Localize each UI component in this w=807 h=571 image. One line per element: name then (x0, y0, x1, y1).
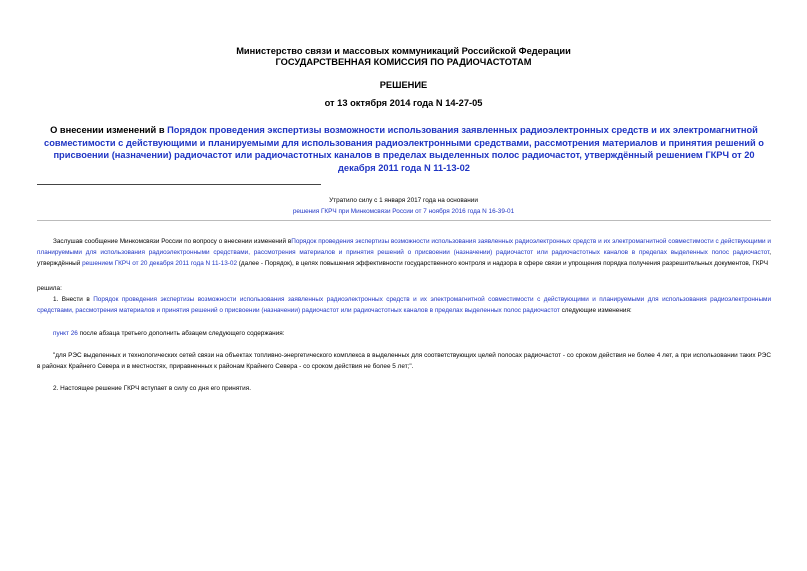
commission-name: ГОСУДАРСТВЕННАЯ КОМИССИЯ ПО РАДИОЧАСТОТАМ (275, 57, 532, 67)
ministry-name: Министерство связи и массовых коммуникаций Российской Федерации (236, 46, 571, 56)
item-1-link[interactable]: Порядок проведения экспертизы возможности использования заявленных радиоэлектронных средств и их электромагнитной совместимости с действующими и планируемыми для использования радиоэлектронными средствами, рассмотрения материалов и принятия решений о присвоении (назначении) радиочастот или радиочастотных каналов в пределах выделенных полос радиочастот (37, 296, 772, 314)
item-1-end: следующие изменения: (559, 307, 632, 314)
intro-text: Заслушав сообщение Минкомсвязи России по вопросу о внесении изменений в (53, 238, 292, 245)
document-type: РЕШЕНИЕ (379, 80, 428, 90)
intro-link-decision[interactable]: решением ГКРЧ от 20 декабря 2011 года N 11-13-02 (82, 260, 238, 267)
section-divider (37, 220, 771, 221)
intro-link-procedure[interactable]: Порядок проведения экспертизы возможности использования заявленных радиоэлектронных средств и их электромагнитной совместимости с действующими и планируемыми для использования радиоэлектронными средствами, рассмотрения материалов и принятия решений о присвоении (назначении) радиочастот или радиочастотных каналов в пределах выделенных полос радиочастот (37, 238, 771, 256)
title-prefix: О внесении изменений в (50, 125, 168, 135)
quote-paragraph: "для РЭС выделенных и технологических сетей связи на объектах топливно-энергетического комплекса в выделенных для соответствующих целей полосах радиочастот - со сроком действия не более 4 лет, а при использовании таких РЭС в районах Крайнего Севера и в местностях, приравненных к районам Крайнего Севера - со сроком действия не более 5 лет;". (37, 352, 771, 370)
validity-note-link[interactable]: решения ГКРЧ при Минкомсвязи России от 7 ноября 2016 года N 16-39-01 (292, 208, 515, 215)
item-1-text: 1. Внести в (53, 296, 94, 303)
date-number: от 13 октября 2014 года N 14-27-05 (324, 98, 483, 108)
intro-paragraph (37, 236, 771, 269)
item-2-paragraph: 2. Настоящее решение ГКРЧ вступает в силу со дня его принятия. (53, 385, 251, 392)
point-paragraph (37, 328, 771, 339)
title-divider (37, 184, 321, 185)
point-text: после абзаца третьего дополнить абзацем следующего содержания: (77, 330, 285, 337)
document-title (34, 124, 774, 174)
intro-end: (далее - Порядок), в целях повышения эффективности государственного контроля и надзора в сфере связи и упрощения порядка получения разрешительных документов, ГКРЧ (237, 260, 769, 267)
document-body (37, 236, 771, 394)
validity-note-line: Утратило силу с 1 января 2017 года на основании (329, 197, 478, 204)
intro-mid: , утверждённый (37, 249, 771, 267)
decided-label: решила: (37, 285, 62, 292)
title-link[interactable]: Порядок проведения экспертизы возможности использования заявленных радиоэлектронных средств и их электромагнитной совместимости с действующими и планируемыми для использования радиоэлектронными средствами, рассмотрения материалов и принятия решений о присвоении (назначении) радиочастот или радиочастотных каналов в пределах выделенных полос радиочастот, утверждённый решением ГКРЧ от 20 декабря 2011 года N 11-13-02 (44, 125, 764, 173)
item-1-paragraph (37, 294, 771, 316)
point-26-link[interactable]: пункт 26 (53, 330, 78, 337)
